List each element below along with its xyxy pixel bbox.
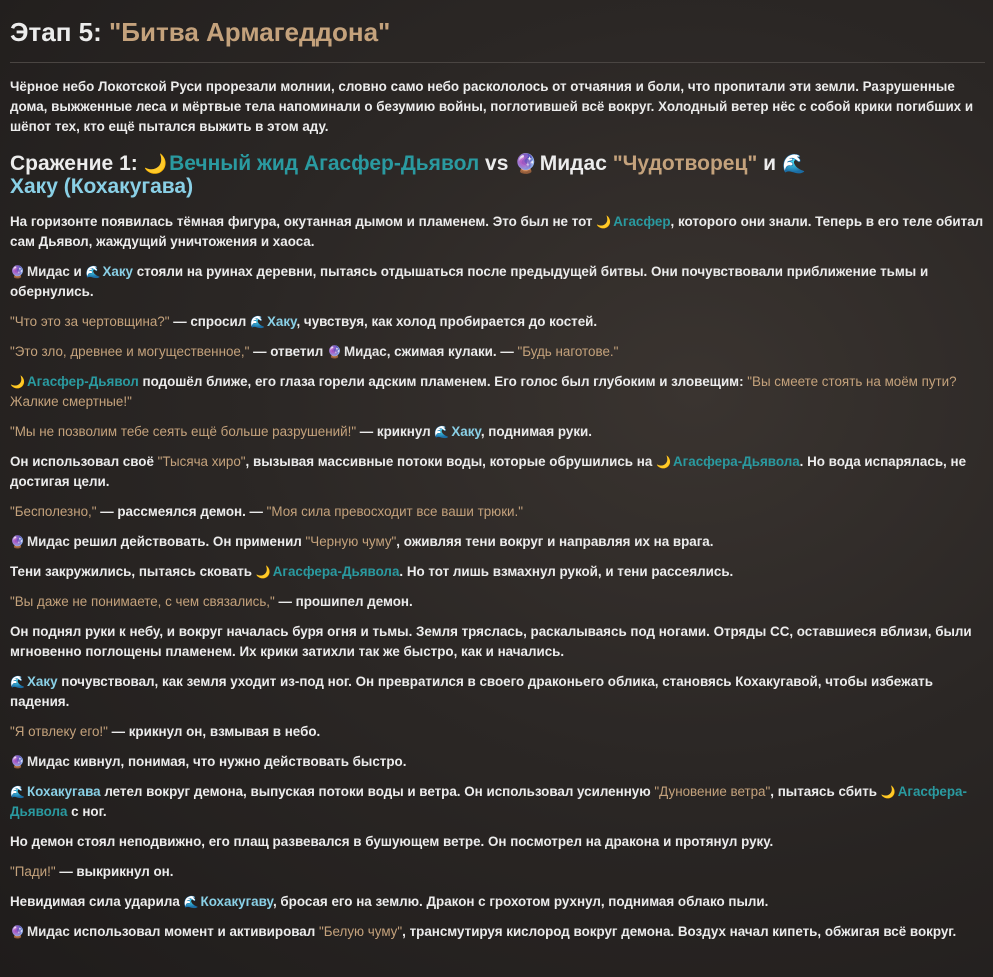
- story-paragraph: [10, 262, 985, 302]
- paragraph-text: , оживляя тени вокруг и направляя их на врага.: [396, 534, 714, 549]
- battle-heading: [10, 153, 985, 198]
- story-paragraph: [10, 532, 985, 552]
- wave-icon: 🌊: [10, 675, 25, 689]
- character-name: Мидас: [27, 924, 70, 939]
- paragraph-text: , трансмутируя кислород вокруг демона. Воздух начал кипеть, обжигая всё вокруг.: [402, 924, 957, 939]
- paragraph-text: — крикнул он, взмывая в небо.: [107, 724, 321, 739]
- page-title: [10, 14, 985, 63]
- story-paragraph: [10, 672, 985, 712]
- title-name: "Битва Армагеддона": [108, 17, 391, 47]
- story-paragraph: [10, 312, 985, 332]
- moon-icon: 🌙: [656, 455, 671, 469]
- paragraph-text: , которого они знали. Теперь в его теле обитал сам Дьявол, жаждущий уничтожения и хаоса.: [10, 214, 984, 249]
- and-label: и: [757, 152, 782, 175]
- story-paragraph: [10, 502, 985, 522]
- wave-icon: 🌊: [434, 425, 450, 439]
- paragraph-text: кивнул, понимая, что нужно действовать быстро.: [69, 754, 407, 769]
- crystal-ball-icon: 🔮: [10, 755, 25, 769]
- wave-icon: 🌊: [781, 154, 806, 175]
- story-paragraph: [10, 922, 985, 942]
- story-body: [10, 212, 985, 942]
- paragraph-text: Невидимая сила ударила: [10, 894, 184, 909]
- story-paragraph: [10, 622, 985, 662]
- character-name: Хаку: [27, 674, 58, 689]
- story-page: [10, 0, 985, 942]
- paragraph-text: , бросая его на землю. Дракон с грохотом рухнул, поднимая облако пыли.: [272, 894, 769, 909]
- battle-label: Сражение 1:: [10, 152, 144, 175]
- quote-text: "Дуновение ветра": [654, 784, 771, 799]
- paragraph-text: — крикнул: [356, 424, 435, 439]
- paragraph-text: . Но вода испарялась, не достигая цели.: [10, 454, 967, 489]
- wave-icon: 🌊: [249, 315, 265, 329]
- moon-icon: 🌙: [880, 785, 896, 799]
- paragraph-text: использовал момент и активировал: [69, 924, 319, 939]
- character-name: Хаку: [102, 264, 133, 279]
- character-name: Кохакугава: [27, 784, 101, 799]
- fighter2-name: Мидас: [539, 152, 613, 175]
- character-name: Агасфера-Дьявола: [673, 454, 800, 469]
- wave-icon: 🌊: [10, 785, 25, 799]
- character-name: Кохакугаву: [200, 894, 273, 909]
- character-name: Агасфер: [613, 214, 671, 229]
- quote-text: "Вы даже не понимаете, с чем связались,": [10, 594, 275, 609]
- quote-text: "Белую чуму": [318, 924, 403, 939]
- paragraph-text: почувствовал, как земля уходит из-под ног. Он превратился в своего драконьего облика, становясь Кохакугавой, чтобы избежать падения.: [10, 674, 933, 709]
- paragraph-text: с ног.: [67, 804, 107, 819]
- quote-text: "Тысяча хиро": [157, 454, 246, 469]
- story-paragraph: [10, 372, 985, 412]
- crystal-ball-icon: 🔮: [514, 154, 538, 175]
- crystal-ball-icon: 🔮: [10, 535, 25, 549]
- crystal-ball-icon: 🔮: [326, 345, 342, 359]
- vs-label: vs: [479, 152, 515, 175]
- paragraph-text: стояли на руинах деревни, пытаясь отдышаться после предыдущей битвы. Они почувствовали приближение тьмы и обернулись.: [10, 264, 929, 299]
- title-prefix: Этап 5:: [10, 17, 109, 47]
- story-paragraph: [10, 592, 985, 612]
- paragraph-text: — прошипел демон.: [274, 594, 413, 609]
- fighter3-name: Хаку (Кохакугава): [10, 175, 194, 198]
- paragraph-text: На горизонте появилась тёмная фигура, окутанная дымом и пламенем. Это был не тот: [10, 214, 597, 229]
- character-name: Агасфер-Дьявол: [27, 374, 139, 389]
- fighter1-name: Вечный жид Агасфер-Дьявол: [169, 152, 480, 175]
- paragraph-text: решил действовать. Он применил: [69, 534, 306, 549]
- paragraph-text: Тени закружились, пытаясь сковать: [10, 564, 256, 579]
- story-paragraph: [10, 562, 985, 582]
- paragraph-text: Он использовал своё: [10, 454, 158, 469]
- story-paragraph: [10, 752, 985, 772]
- moon-icon: 🌙: [596, 215, 612, 229]
- quote-text: "Это зло, древнее и могущественное,": [10, 344, 250, 359]
- crystal-ball-icon: 🔮: [10, 265, 25, 279]
- quote-text: "Вы смеете стоять на моём пути? Жалкие смертные!": [10, 374, 957, 409]
- moon-icon: 🌙: [143, 154, 168, 175]
- story-paragraph: [10, 722, 985, 742]
- paragraph-text: — выкрикнул он.: [55, 864, 174, 879]
- paragraph-text: , пытаясь сбить: [770, 784, 881, 799]
- story-paragraph: [10, 782, 985, 822]
- quote-text: "Моя сила превосходит все ваши трюки.": [266, 504, 524, 519]
- quote-text: "Мы не позволим тебе сеять ещё больше разрушений!": [10, 424, 357, 439]
- paragraph-text: и: [69, 264, 86, 279]
- paragraph-text: подошёл ближе, его глаза горели адским пламенем. Его голос был глубоким и зловещим:: [138, 374, 748, 389]
- crystal-ball-icon: 🔮: [10, 925, 25, 939]
- paragraph-text: Он поднял руки к небу, и вокруг началась буря огня и тьмы. Земля тряслась, раскалываясь под ногами. Отряды СС, оставшиеся вблизи, были мгновенно поглощены пламенем. Их крики затихли так же быстро, как и начались.: [10, 624, 972, 659]
- paragraph-text: . Но тот лишь взмахнул рукой, и тени рассеялись.: [399, 564, 734, 579]
- story-paragraph: [10, 422, 985, 442]
- story-paragraph: [10, 862, 985, 882]
- quote-text: "Черную чуму": [305, 534, 397, 549]
- paragraph-text: — рассмеялся демон. —: [96, 504, 267, 519]
- paragraph-text: , вызывая массивные потоки воды, которые обрушились на: [245, 454, 656, 469]
- fighter2-title: "Чудотворец": [612, 152, 758, 175]
- paragraph-text: Но демон стоял неподвижно, его плащ развевался в бушующем ветре. Он посмотрел на дракона и протянул руку.: [10, 834, 774, 849]
- quote-text: "Пади!": [10, 864, 56, 879]
- paragraph-text: , сжимая кулаки. —: [386, 344, 518, 359]
- wave-icon: 🌊: [183, 895, 199, 909]
- quote-text: "Бесполезно,": [10, 504, 97, 519]
- character-name: Агасфера-Дьявола: [10, 784, 967, 819]
- quote-text: "Я отвлеку его!": [10, 724, 108, 739]
- story-paragraph: [10, 832, 985, 852]
- character-name: Хаку: [451, 424, 481, 439]
- character-name: Хаку: [266, 314, 297, 329]
- story-paragraph: [10, 892, 985, 912]
- paragraph-text: летел вокруг демона, выпуская потоки воды и ветра. Он использовал усиленную: [100, 784, 655, 799]
- moon-icon: 🌙: [10, 375, 25, 389]
- quote-text: "Что это за чертовщина?": [10, 314, 170, 329]
- quote-text: "Будь наготове.": [517, 344, 619, 359]
- moon-icon: 🌙: [255, 565, 271, 579]
- paragraph-text: , поднимая руки.: [480, 424, 593, 439]
- story-paragraph: [10, 342, 985, 362]
- intro-paragraph: Чёрное небо Локотской Руси прорезали молнии, словно само небо раскололось от отчаяния и боли, что пропитали эти земли. Разрушенные дома, выжженные леса и мёртвые тела напоминали о безумию войны, поглотившей всё вокруг. Холодный ветер нёс с собой крики погибших и шёпот тех, кто ещё пытался выжить в этом аду.: [10, 79, 974, 134]
- wave-icon: 🌊: [85, 265, 101, 279]
- story-paragraph: [10, 452, 985, 492]
- story-paragraph: [10, 212, 985, 252]
- character-name: Мидас: [27, 264, 70, 279]
- character-name: Мидас: [27, 534, 70, 549]
- paragraph-text: , чувствуя, как холод пробирается до костей.: [296, 314, 598, 329]
- character-name: Агасфера-Дьявола: [272, 564, 400, 579]
- character-name: Мидас: [27, 754, 70, 769]
- paragraph-text: — ответил: [249, 344, 327, 359]
- character-name: Мидас: [343, 344, 387, 359]
- paragraph-text: — спросил: [169, 314, 250, 329]
